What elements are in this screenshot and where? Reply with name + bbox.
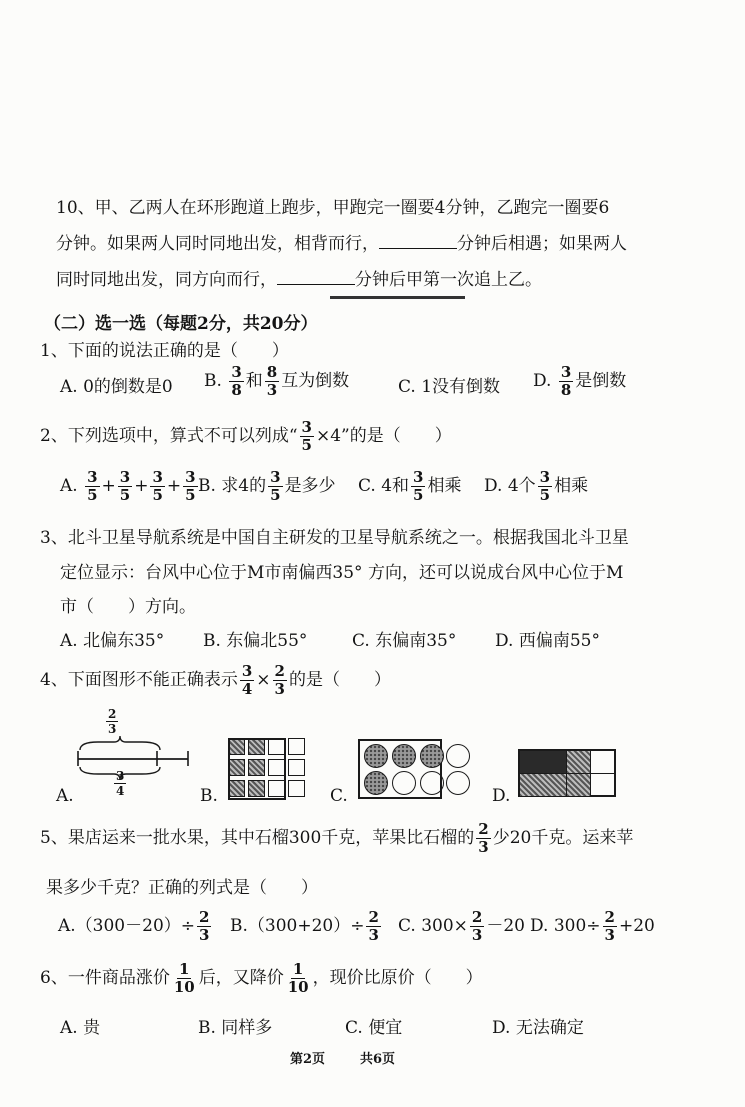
q10-line1: 10、甲、乙两人在环形跑道上跑步，甲跑完一圈要4分钟，乙跑完一圈要6 [56, 198, 610, 218]
q2-d-pre: D. 4个 [484, 476, 536, 496]
q2-stem-post: ×4”的是（ ） [315, 426, 452, 446]
q5-line1 [40, 822, 633, 855]
q6-option-c: C. 便宜 [345, 1018, 403, 1038]
q4-c-circle [364, 744, 388, 768]
q2-a-frac-1: $\frac{3}{5}$ [87, 468, 98, 504]
q4-c-circle [364, 771, 388, 795]
q2-a-plus-2: + [134, 476, 149, 496]
q6-stem-post: ，现价比原价（ ） [312, 968, 483, 988]
q3-line3: 市（ ）方向。 [60, 597, 196, 617]
q1-b-mid: 和 [245, 371, 263, 391]
q4-stem-pre: 4、下面图形不能正确表示 [40, 670, 238, 690]
q1-b-fraction-1: $\frac{3}{8}$ [231, 363, 242, 399]
q5-fraction: $\frac{2}{3}$ [478, 820, 489, 856]
q4-d-cell [566, 773, 591, 796]
q2-stem [40, 420, 452, 453]
q1-d-fraction: $\frac{3}{8}$ [560, 363, 572, 399]
q3-option-c: C. 东偏南35° [352, 631, 457, 651]
q4-a-top-fraction: $\frac{2}{3}$ [108, 707, 117, 736]
q1-option-c: C. 1没有倒数 [398, 377, 501, 397]
q2-b-post: 是多少 [284, 476, 336, 496]
section-heading: （二）选一选（每题2分，共20分） [44, 314, 318, 334]
q4-c-circle [446, 744, 470, 768]
q5-d-post: +20 [618, 916, 655, 936]
q4-stem-fraction-1: $\frac{3}{4}$ [241, 662, 253, 698]
q4-c-circle [392, 771, 416, 795]
q2-stem-pre: 2、下列选项中，算式不可以列成“ [40, 426, 298, 446]
q4-a-bottom-fraction: $\frac{3}{4}$ [116, 769, 125, 798]
q1-option-d [533, 365, 626, 398]
q5-b-fraction: $\frac{2}{3}$ [368, 908, 379, 944]
q2-c-pre: C. 4和 [358, 476, 410, 496]
q3-line2: 定位显示：台风中心位于M市南偏西35° 方向，还可以说成台风中心位于M [60, 563, 624, 583]
q3-option-a: A. 北偏东35° [60, 631, 165, 651]
q2-d-post: 相乘 [554, 476, 589, 496]
q2-a-label: A. [60, 476, 78, 496]
q2-option-a [60, 470, 200, 503]
q4-figure-d [518, 749, 616, 797]
q1-b-post: 互为倒数 [281, 371, 350, 391]
q2-c-fraction: $\frac{3}{5}$ [413, 468, 424, 504]
q4-c-circle [420, 744, 444, 768]
q5-a-pre: A.（300－20）÷ [58, 916, 196, 936]
q4-a-label: A. [56, 786, 74, 806]
q2-b-pre: B. 求4的 [198, 476, 267, 496]
q6-fraction-1: $\frac{1}{10}$ [173, 960, 195, 996]
q10-blank-1 [379, 234, 457, 249]
q2-stem-fraction: $\frac{3}{5}$ [301, 418, 312, 454]
q4-c-circle [392, 744, 416, 768]
q5-c-post: －20 [486, 916, 525, 936]
q4-d-cell [520, 773, 566, 796]
q2-a-frac-4: $\frac{3}{5}$ [185, 468, 196, 504]
q6-option-b: B. 同样多 [198, 1018, 273, 1038]
q6-fraction-2: $\frac{1}{10}$ [287, 960, 309, 996]
q5-line1-pre: 5、果店运来一批水果，其中石榴300千克，苹果比石榴的 [40, 828, 475, 848]
footer-page: 第2页 [290, 1052, 326, 1067]
scan-artifact-line [330, 296, 465, 299]
q3-option-d: D. 西偏南55° [495, 631, 600, 651]
q2-a-frac-3: $\frac{3}{5}$ [152, 468, 163, 504]
q1-b-fraction-2: $\frac{8}{3}$ [266, 363, 278, 399]
footer-total: 共6页 [360, 1052, 396, 1067]
q3-option-b: B. 东偏北55° [203, 631, 308, 651]
q1-stem: 1、下面的说法正确的是（ ） [40, 341, 289, 361]
q3-line1: 3、北斗卫星导航系统是中国自主研发的卫星导航系统之一。根据我国北斗卫星 [40, 528, 629, 548]
q5-line1-post: 少20千克。运来苹 [492, 828, 634, 848]
q5-d-pre: D. 300÷ [530, 916, 601, 936]
q4-d-cell [566, 751, 591, 773]
q4-a-top-brace [80, 736, 160, 750]
q5-option-b [230, 910, 383, 943]
q5-c-pre: C. 300× [398, 916, 468, 936]
q2-option-b [198, 470, 336, 503]
q1-d-post: 是倒数 [575, 371, 627, 391]
q4-stem-post: 的是（ ） [288, 670, 391, 690]
q2-a-plus-1: + [101, 476, 116, 496]
q5-option-d [530, 910, 655, 943]
q6-option-d: D. 无法确定 [492, 1018, 584, 1038]
q4-stem [40, 664, 391, 697]
q4-d-cell [590, 773, 615, 796]
q4-b-cell [288, 759, 305, 776]
q10-line2-text-b: 分钟后相遇；如果两人 [457, 234, 627, 254]
q4-stem-fraction-2: $\frac{2}{3}$ [274, 662, 285, 698]
q1-d-label: D. [533, 371, 552, 391]
q6-option-a: A. 贵 [60, 1018, 101, 1038]
q2-c-post: 相乘 [427, 476, 462, 496]
q5-line2: 果多少千克？正确的列式是（ ） [46, 878, 318, 898]
q4-b-cell [288, 738, 305, 755]
q4-c-circle [420, 771, 444, 795]
q10-line3 [56, 265, 542, 290]
q1-b-label: B. [204, 371, 222, 391]
q4-c-label: C. [330, 786, 348, 806]
q4-b-outline [228, 738, 286, 800]
q4-b-cell [288, 780, 305, 797]
q4-d-cell [520, 751, 566, 773]
q4-b-label: B. [200, 786, 218, 806]
q1-option-a: A. 0的倒数是0 [60, 377, 173, 397]
q2-a-plus-3: + [166, 476, 182, 496]
q5-c-fraction: $\frac{2}{3}$ [471, 908, 483, 944]
q4-times: × [256, 670, 271, 690]
q5-option-c [398, 910, 525, 943]
q4-c-circle [446, 771, 470, 795]
q2-a-frac-2: $\frac{3}{5}$ [119, 468, 131, 504]
q1-option-b [204, 365, 349, 398]
q5-option-a [58, 910, 213, 943]
q2-option-c [358, 470, 461, 503]
q10-line2-text-a: 分钟。如果两人同时同地出发，相背而行， [56, 234, 379, 254]
q2-d-fraction: $\frac{3}{5}$ [539, 468, 551, 504]
q10-line3-text-b: 分钟后甲第一次追上乙。 [355, 270, 542, 290]
q4-d-label: D. [492, 786, 511, 806]
q6-stem [40, 962, 483, 995]
q10-blank-2 [277, 270, 355, 285]
q10-line2 [56, 229, 627, 254]
q10-line3-text-a: 同时同地出发，同方向而行， [56, 270, 277, 290]
q5-d-fraction: $\frac{2}{3}$ [604, 908, 615, 944]
q6-stem-pre: 6、一件商品涨价 [40, 968, 170, 988]
q5-a-fraction: $\frac{2}{3}$ [199, 908, 210, 944]
q2-option-d [484, 470, 588, 503]
q5-b-pre: B.（300+20）÷ [230, 916, 365, 936]
q2-b-fraction: $\frac{3}{5}$ [270, 468, 281, 504]
q6-stem-mid: 后，又降价 [198, 968, 284, 988]
q4-d-cell [590, 751, 615, 773]
